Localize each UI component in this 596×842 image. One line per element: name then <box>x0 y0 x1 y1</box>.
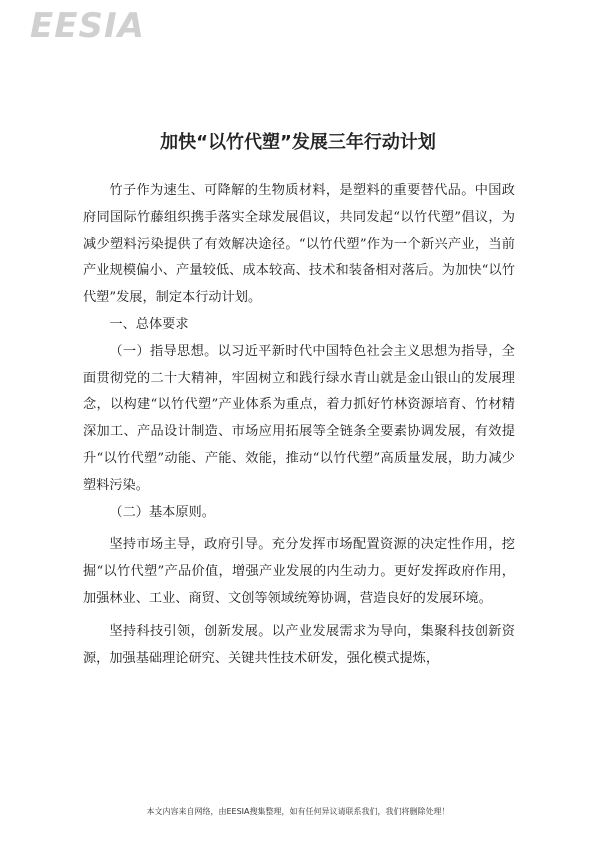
eesia-watermark-logo: EESIA <box>30 6 145 46</box>
intro-paragraph: 竹子作为速生、可降解的生物质材料，是塑料的重要替代品。中国政府同国际竹藤组织携手落实全球发展倡议，共同发起“以竹代塑”倡议，为减少塑料污染提供了有效解决途径。“以竹代塑”作为一个新兴产业，当前产业规模偏小、产量较低、成本较高、技术和装备相对落后。为加快“以竹代塑”发展，制定本行动计划。 <box>83 183 515 306</box>
basic-principles-heading: （二）基本原则。 <box>109 504 215 520</box>
section-heading-general-requirements: 一、总体要求 <box>109 316 189 332</box>
document-body <box>83 178 515 672</box>
footer-disclaimer: 本文内容来自网络，由EESIA搜集整理，如有任何异议请联系我们，我们将删除处理！ <box>146 807 450 816</box>
document-title: 加快“以竹代塑”发展三年行动计划 <box>160 132 436 153</box>
principle-tech-paragraph: 坚持科技引领，创新发展。以产业发展需求为导向，集聚科技创新资源，加强基础理论研究、关键共性技术研发，强化模式提炼， <box>83 623 515 666</box>
guiding-ideology-paragraph: （一）指导思想。以习近平新时代中国特色社会主义思想为指导，全面贯彻党的二十大精神，牢固树立和践行绿水青山就是金山银山的发展理念，以构建“以竹代塑”产业体系为重点，着力抓好竹林资源培育、竹材精深加工、产品设计制造、市场应用拓展等全链条全要素协调发展，有效提升“以竹代塑”动能、产能、效能，推动“以竹代塑”高质量发展，助力减少塑料污染。 <box>83 343 515 493</box>
principle-market-paragraph: 坚持市场主导，政府引导。充分发挥市场配置资源的决定性作用，挖掘“以竹代塑”产品价值，增强产业发展的内生动力。更好发挥政府作用，加强林业、工业、商贸、文创等领域统筹协调，营造良好的发展环境。 <box>83 537 515 606</box>
